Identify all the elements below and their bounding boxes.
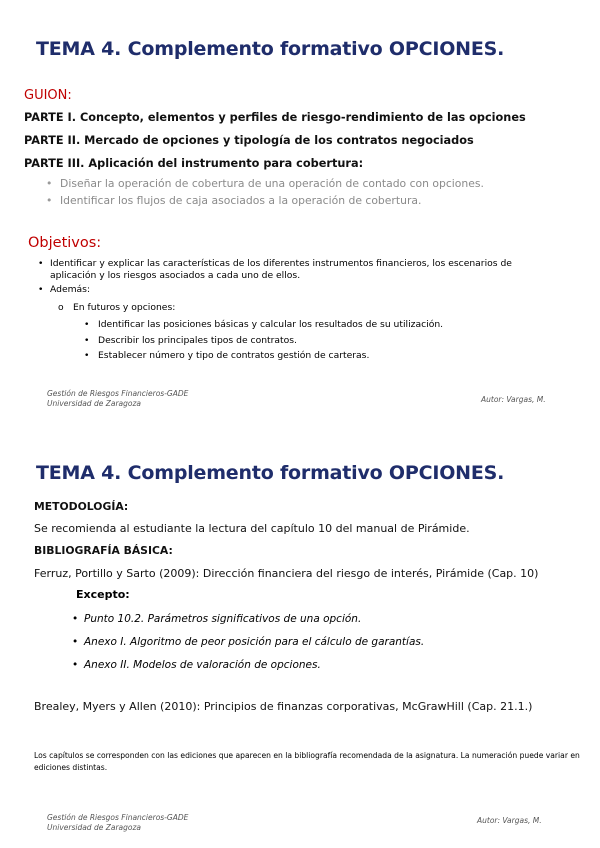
slide-title: TEMA 4. Complemento formativo OPCIONES.: [36, 38, 505, 60]
bullet-icon: •: [72, 659, 79, 671]
bullet-icon: •: [84, 350, 90, 361]
bullet-icon: •: [84, 334, 90, 346]
bullet-icon: •: [38, 258, 44, 269]
bullet-icon: •: [84, 319, 90, 330]
footer-right: Autor: Vargas, M.: [477, 816, 542, 825]
excepto-heading: Excepto:: [76, 588, 130, 601]
list-item: • Identificar y explicar las características de los diferentes instrumentos financieros, los escenarios de aplicación y los riesgos asociados a cada uno de ellos.: [38, 258, 512, 281]
slide-title: TEMA 4. Complemento formativo OPCIONES.: [36, 462, 505, 484]
objetivos-list: [36, 258, 556, 296]
editions-note: Los capítulos se corresponden con las ediciones que aparecen en la bibliografía recomendada de la asignatura. La numeración puede variar en ediciones distintas.: [34, 751, 580, 772]
parte-2: PARTE II. Mercado de opciones y tipología de los contratos negociados: [24, 134, 474, 147]
list-item: • Establecer número y tipo de contratos gestión de carteras.: [84, 348, 443, 364]
list-item: • Anexo I. Algoritmo de peor posición para el cálculo de garantías.: [72, 631, 424, 654]
footer-left: Gestión de Riesgos Financieros-GADE Universidad de Zaragoza: [47, 389, 189, 408]
parte-3: PARTE III. Aplicación del instrumento para cobertura:: [24, 157, 364, 170]
parte-1: PARTE I. Concepto, elementos y perfiles de riesgo-rendimiento de las opciones: [24, 111, 526, 124]
open-bullet-icon: o: [58, 302, 64, 313]
list-item: • Identificar las posiciones básicas y calcular los resultados de su utilización.: [84, 317, 443, 333]
bullet-icon: •: [46, 194, 53, 207]
footer-right: Autor: Vargas, M.: [481, 395, 546, 404]
list-item: • Describir los principales tipos de contratos.: [84, 333, 443, 349]
list-item: • Identificar los flujos de caja asociados a la operación de cobertura.: [46, 194, 422, 207]
parte-3-list: [46, 175, 484, 209]
bullet-icon: •: [72, 613, 79, 625]
metodologia-heading: METODOLOGÍA:: [34, 500, 129, 513]
excepto-list: [72, 608, 424, 677]
list-item: • Punto 10.2. Parámetros significativos de una opción.: [72, 608, 424, 631]
bullet-icon: •: [46, 177, 53, 190]
list-item: • Además:: [38, 284, 91, 295]
bullet-icon: •: [72, 636, 79, 648]
reference-2: Brealey, Myers y Allen (2010): Principios de finanzas corporativas, McGrawHill (Cap. 21.1.): [34, 700, 533, 713]
bullet-icon: •: [38, 284, 44, 295]
bibliografia-heading: BIBLIOGRAFÍA BÁSICA:: [34, 544, 173, 557]
sub-heading: o En futuros y opciones:: [58, 302, 176, 313]
list-item: • Anexo II. Modelos de valoración de opciones.: [72, 654, 424, 677]
slide-2: [0, 424, 600, 848]
sub-list: [84, 317, 443, 364]
footer-left: Gestión de Riesgos Financieros-GADE Universidad de Zaragoza: [47, 813, 189, 832]
metodologia-text: Se recomienda al estudiante la lectura del capítulo 10 del manual de Pirámide.: [34, 522, 470, 535]
objetivos-heading: Objetivos:: [28, 235, 102, 251]
list-item: • Diseñar la operación de cobertura de una operación de contado con opciones.: [46, 177, 484, 190]
guion-heading: GUION:: [24, 88, 72, 103]
reference-1: Ferruz, Portillo y Sarto (2009): Dirección financiera del riesgo de interés, Pirámide (Cap. 10): [34, 567, 539, 580]
